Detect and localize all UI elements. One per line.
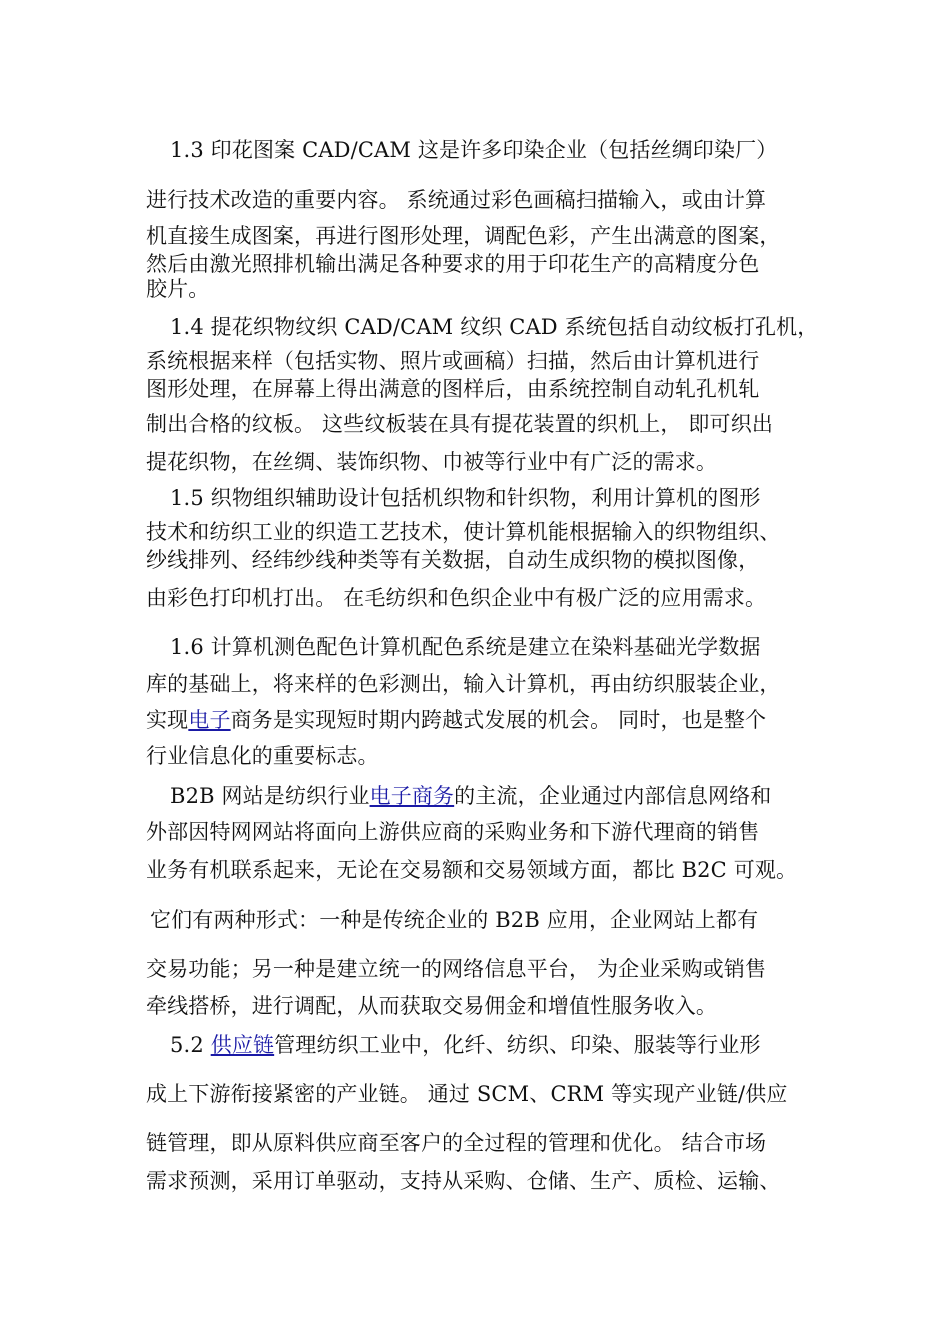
text-segment: 商务是实现短时期内跨越式发展的机会。 同时，也是整个: [230, 708, 767, 732]
text-line: 由彩色打印机打出。 在毛纺织和色织企业中有极广泛的应用需求。: [146, 586, 767, 610]
text-line: 它们有两种形式：一种是传统企业的 B2B 应用，企业网站上都有: [150, 908, 759, 932]
text-line: 提花织物，在丝绸、装饰织物、巾被等行业中有广泛的需求。: [146, 450, 718, 474]
text-line: 1.3 印花图案 CAD/CAM 这是许多印染企业（包括丝绸印染厂）: [170, 138, 778, 162]
link-e-commerce-full[interactable]: 电子商务: [369, 784, 455, 808]
text-line: 系统根据来样（包括实物、照片或画稿）扫描，然后由计算机进行: [146, 349, 760, 373]
link-e-commerce[interactable]: 电子: [188, 708, 231, 732]
text-segment: 5.2: [170, 1033, 211, 1057]
text-line: 需求预测，采用订单驱动，支持从采购、仓储、生产、质检、运输、: [146, 1169, 781, 1193]
text-line: 然后由激光照排机输出满足各种要求的用于印花生产的高精度分色: [146, 252, 760, 276]
text-segment: 实现: [146, 708, 189, 732]
text-line: 交易功能；另一种是建立统一的网络信息平台， 为企业采购或销售: [146, 957, 767, 981]
text-line: 技术和纺织工业的织造工艺技术，使计算机能根据输入的织物组织、: [146, 520, 781, 544]
text-line: [146, 706, 766, 734]
text-line: 图形处理，在屏幕上得出满意的图样后，由系统控制自动轧孔机轧: [146, 377, 760, 401]
link-supply-chain[interactable]: 供应链: [210, 1033, 275, 1057]
text-segment: 的主流，企业通过内部信息网络和: [454, 784, 772, 808]
text-line: 外部因特网网站将面向上游供应商的采购业务和下游代理商的销售: [146, 820, 760, 844]
text-line: 进行技术改造的重要内容。 系统通过彩色画稿扫描输入，或由计算: [146, 188, 767, 212]
text-line: 行业信息化的重要标志。: [146, 744, 379, 768]
text-line: [170, 782, 771, 810]
text-line: [170, 1031, 761, 1059]
text-line: 纱线排列、经纬纱线种类等有关数据，自动生成织物的模拟图像，: [146, 548, 760, 572]
text-segment: B2B 网站是纺织行业: [170, 784, 370, 808]
text-line: 胶片。: [146, 277, 210, 301]
text-line: 成上下游衔接紧密的产业链。 通过 SCM、CRM 等实现产业链/供应: [146, 1082, 788, 1106]
text-line: 制出合格的纹板。 这些纹板装在具有提花装置的织机上， 即可织出: [146, 412, 773, 436]
text-line: 机直接生成图案，再进行图形处理，调配色彩，产生出满意的图案，: [146, 224, 781, 248]
text-segment: 管理纺织工业中，化纤、纺织、印染、服装等行业形: [274, 1033, 761, 1057]
text-line: 1.6 计算机测色配色计算机配色系统是建立在染料基础光学数据: [170, 635, 761, 659]
text-line: 1.5 织物组织辅助设计包括机织物和针织物，利用计算机的图形: [170, 486, 761, 510]
text-line: 1.4 提花织物纹织 CAD/CAM 纹织 CAD 系统包括自动纹板打孔机，: [170, 315, 819, 339]
text-line: 牵线搭桥，进行调配，从而获取交易佣金和增值性服务收入。: [146, 994, 718, 1018]
text-line: 库的基础上，将来样的色彩测出，输入计算机，再由纺织服装企业，: [146, 672, 781, 696]
text-line: 链管理，即从原料供应商至客户的全过程的管理和优化。 结合市场: [146, 1131, 767, 1155]
text-line: 业务有机联系起来，无论在交易额和交易领域方面，都比 B2C 可观。: [146, 858, 798, 882]
